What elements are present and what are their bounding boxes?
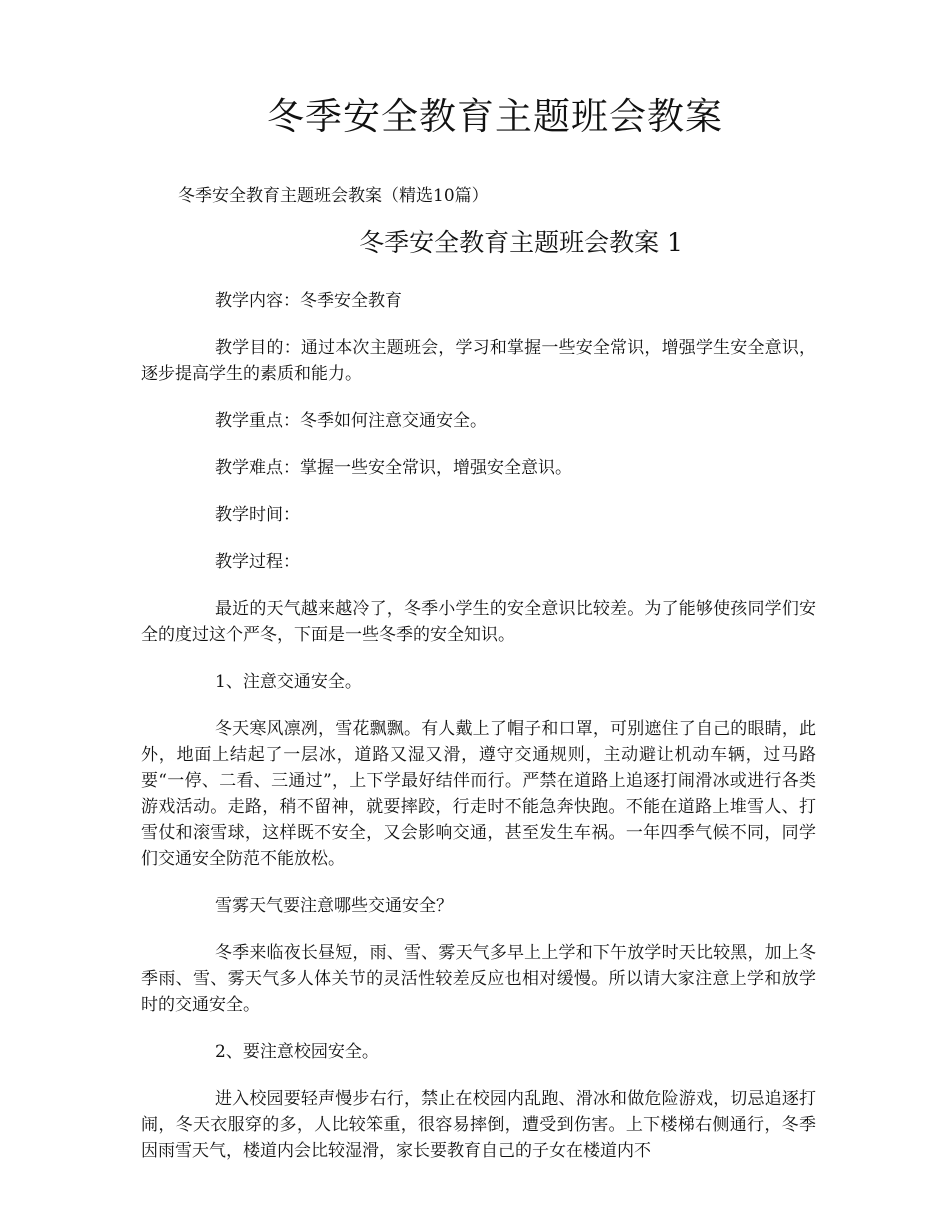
paragraph-intro: 最近的天气越来越冷了，冬季小学生的安全意识比较差。为了能够使孩同学们安全的度过这个严冬，下面是一些冬季的安全知识。 xyxy=(141,599,816,645)
paragraph-teaching-process: 教学过程： xyxy=(215,552,300,572)
paragraph-teaching-time: 教学时间： xyxy=(215,505,300,525)
section-heading: 冬季安全教育主题班会教案 1 xyxy=(359,228,683,257)
paragraph-point-1-body: 冬天寒风凛冽，雪花飘飘。有人戴上了帽子和口罩，可别遮住了自己的眼睛，此外，地面上结起了一层冰，道路又湿又滑，遵守交通规则，主动避让机动车辆，过马路要“一停、二看、三通过”，上下学最好结伴而行。严禁在道路上追逐打闹滑冰或进行各类游戏活动。走路，稍不留神，就要摔跤，行走时不能急奔快跑。不能在道路上堆雪人、打雪仗和滚雪球，这样既不安全，又会影响交通，甚至发生车祸。一年四季气候不同，同学们交通安全防范不能放松。 xyxy=(141,719,816,869)
paragraph-teaching-goal: 教学目的：通过本次主题班会，学习和掌握一些安全常识，增强学生安全意识，逐步提高学生的素质和能力。 xyxy=(141,338,816,384)
paragraph-fog-answer: 冬季来临夜长昼短，雨、雪、雾天气多早上上学和下午放学时天比较黑，加上冬季雨、雪、雾天气多人体关节的灵活性较差反应也相对缓慢。所以请大家注意上学和放学时的交通安全。 xyxy=(141,943,816,1015)
document-body xyxy=(141,288,816,1185)
paragraph-teaching-focus: 教学重点：冬季如何注意交通安全。 xyxy=(215,411,487,431)
paragraph-point-2-body: 进入校园要轻声慢步右行，禁止在校园内乱跑、滑冰和做危险游戏，切忌追逐打闹，冬天衣服穿的多，人比较笨重，很容易摔倒，遭受到伤害。上下楼梯右侧通行，冬季因雨雪天气，楼道内会比较湿滑，家长要教育自己的子女在楼道内不 xyxy=(141,1089,816,1161)
document-title: 冬季安全教育主题班会教案 xyxy=(267,95,723,138)
paragraph-point-2-heading: 2、要注意校园安全。 xyxy=(215,1042,379,1062)
collection-subtitle: 冬季安全教育主题班会教案（精选10篇） xyxy=(178,186,489,206)
paragraph-teaching-difficulty: 教学难点：掌握一些安全常识，增强安全意识。 xyxy=(215,458,572,478)
paragraph-point-1-heading: 1、注意交通安全。 xyxy=(215,672,362,692)
paragraph-teaching-content: 教学内容：冬季安全教育 xyxy=(215,291,402,311)
paragraph-fog-question: 雪雾天气要注意哪些交通安全？ xyxy=(215,896,453,916)
